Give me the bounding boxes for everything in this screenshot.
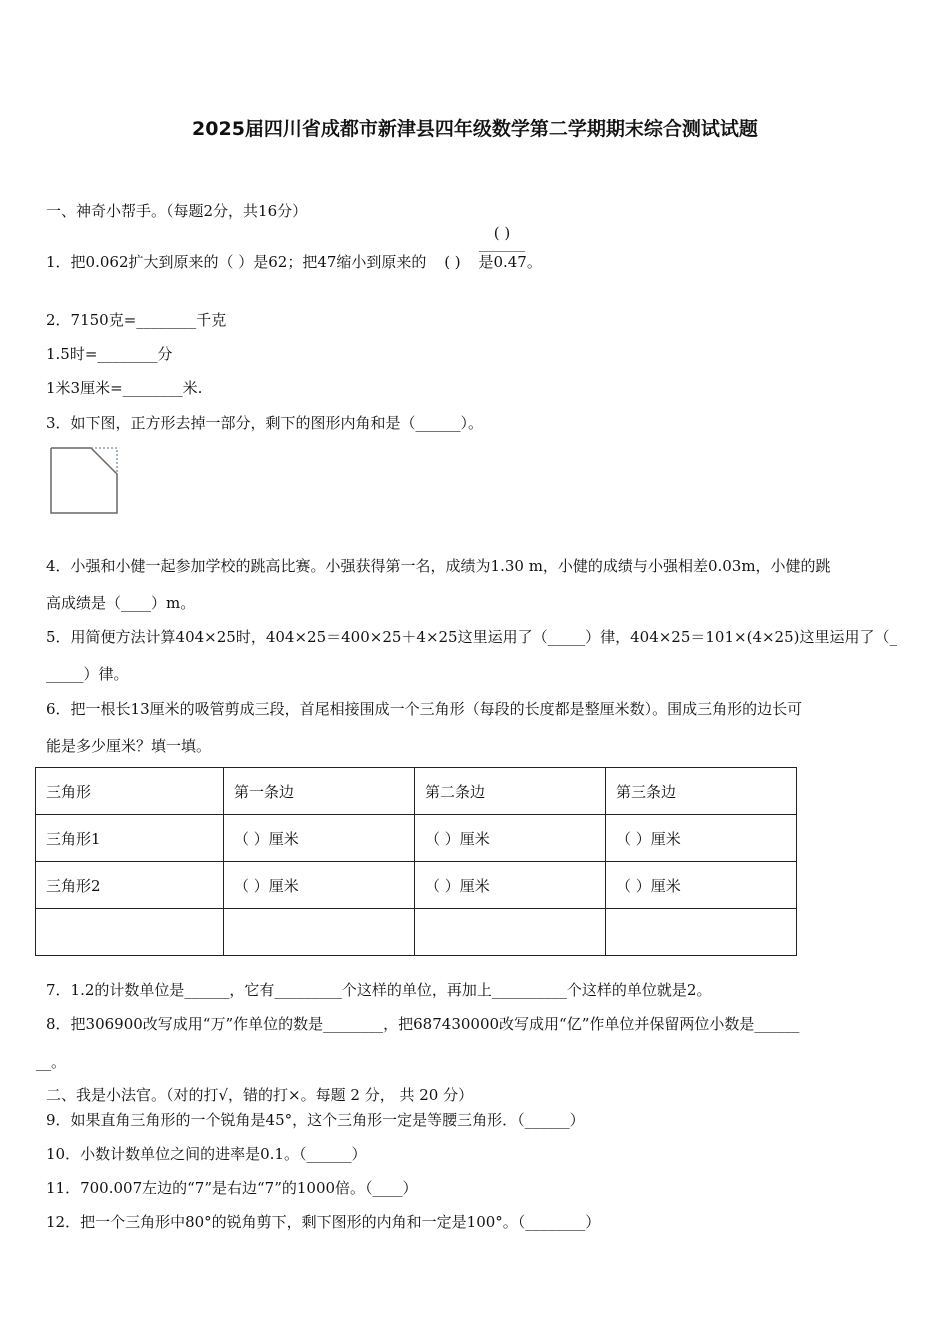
question-4-line2: 高成绩是（____）m。	[46, 594, 196, 612]
section-1-heading: 一、神奇小帮手。（每题2分，共16分）	[46, 202, 308, 220]
question-2a: 2．7150克=________千克	[46, 311, 227, 329]
table-header: 第三条边	[606, 768, 797, 815]
fraction-denominator: ( )	[444, 253, 461, 271]
fraction-bar	[479, 251, 525, 252]
table-cell: （ ）厘米	[224, 862, 415, 909]
table-header-row	[36, 768, 797, 815]
table-header: 第二条边	[415, 768, 606, 815]
cut-square-figure	[50, 447, 120, 517]
question-5-line1: 5．用简便方法计算404×25时，404×25＝400×25＋4×25这里运用了（_____）律，404×25＝101×(4×25)这里运用了（_	[46, 628, 897, 646]
fraction-numerator: ( )	[493, 224, 511, 242]
question-3: 3．如下图，正方形去掉一部分，剩下的图形内角和是（______）。	[46, 414, 484, 432]
table-cell	[36, 909, 224, 956]
table-cell	[415, 909, 606, 956]
question-6-line1: 6．把一根长13厘米的吸管剪成三段，首尾相接围成一个三角形（每段的长度都是整厘米数）。围成三角形的边长可	[46, 700, 803, 718]
question-11: 11．700.007左边的“7”是右边“7”的1000倍。（____）	[46, 1179, 418, 1197]
question-1	[46, 252, 542, 272]
question-2b: 1.5时=________分	[46, 345, 173, 363]
table-cell: （ ）厘米	[415, 862, 606, 909]
section-2-heading: 二、我是小法官。（对的打√，错的打×。每题 2 分， 共 20 分）	[46, 1086, 474, 1104]
table-cell: （ ）厘米	[606, 862, 797, 909]
question-12: 12．把一个三角形中80°的锐角剪下，剩下图形的内角和一定是100°。（________）	[46, 1213, 601, 1231]
table-row	[36, 909, 797, 956]
question-7: 7．1.2的计数单位是______，它有_________个这样的单位，再加上__________个这样的单位就是2。	[46, 981, 712, 999]
table-row	[36, 815, 797, 862]
question-10: 10．小数计数单位之间的进率是0.1。（______）	[46, 1145, 367, 1163]
question-9: 9．如果直角三角形的一个锐角是45°，这个三角形一定是等腰三角形．（______）	[46, 1111, 585, 1129]
question-4-line1: 4．小强和小健一起参加学校的跳高比赛。小强获得第一名，成绩为1.30 m，小健的成绩与小强相差0.03m，小健的跳	[46, 557, 831, 575]
question-1-tail: 是0.47。	[478, 253, 542, 271]
table-cell: 三角形1	[36, 815, 224, 862]
table-cell: （ ）厘米	[224, 815, 415, 862]
question-8-line2: __。	[36, 1053, 67, 1071]
table-header: 三角形	[36, 768, 224, 815]
table-header: 第一条边	[224, 768, 415, 815]
page-title: 2025届四川省成都市新津县四年级数学第二学期期末综合测试试题	[192, 118, 758, 140]
question-6-line2: 能是多少厘米？填一填。	[46, 737, 212, 755]
table-cell	[606, 909, 797, 956]
question-2c: 1米3厘米=________米.	[46, 379, 203, 397]
question-8-line1: 8．把306900改写成用“万”作单位的数是________，把687430000改写成用“亿”作单位并保留两位小数是______	[46, 1015, 800, 1033]
table-cell	[224, 909, 415, 956]
table-row	[36, 862, 797, 909]
triangle-table	[35, 767, 797, 956]
table-cell: 三角形2	[36, 862, 224, 909]
question-5-line2: _____）律。	[46, 665, 129, 683]
table-cell: （ ）厘米	[415, 815, 606, 862]
table-cell: （ ）厘米	[606, 815, 797, 862]
question-1-text: 1．把0.062扩大到原来的（ ）是62；把47缩小到原来的	[46, 253, 427, 271]
